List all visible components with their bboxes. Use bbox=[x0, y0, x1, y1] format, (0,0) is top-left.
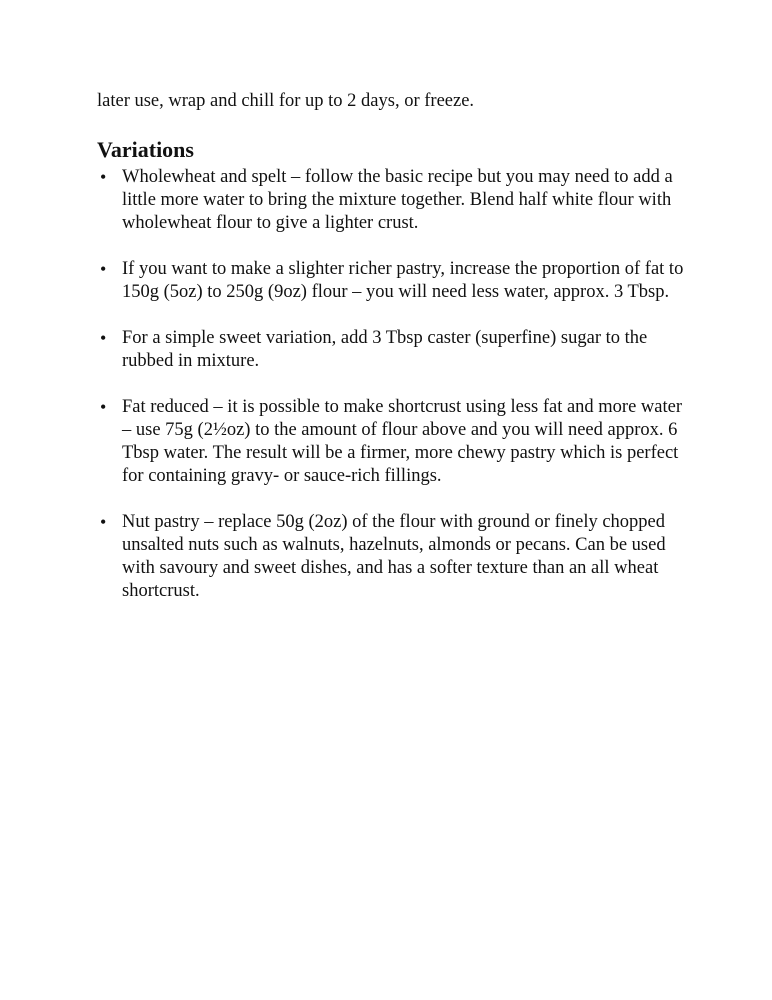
list-item-text: For a simple sweet variation, add 3 Tbsp caster (superfine) sugar to the rubbed in mixture. bbox=[122, 328, 648, 371]
list-item bbox=[97, 258, 687, 304]
list-item-text: If you want to make a slighter richer pastry, increase the proportion of fat to 150g (5oz) to 250g (9oz) flour – you will need less water, approx. 3 Tbsp. bbox=[122, 259, 684, 302]
intro-paragraph: later use, wrap and chill for up to 2 days, or freeze. bbox=[97, 91, 475, 111]
list-item bbox=[97, 396, 687, 488]
list-item bbox=[97, 327, 687, 373]
variations-list bbox=[97, 166, 687, 626]
bullet-icon: • bbox=[100, 512, 107, 532]
section-heading: Variations bbox=[97, 137, 194, 162]
list-item-text: Fat reduced – it is possible to make shortcrust using less fat and more water – use 75g (2½oz) to the amount of flour above and you will need approx. 6 Tbsp water. The result will be a firmer, more chewy pastry which is perfect for containing gravy- or sauce-rich fillings. bbox=[122, 397, 683, 486]
bullet-icon: • bbox=[100, 259, 107, 279]
list-item bbox=[97, 511, 687, 603]
list-item bbox=[97, 166, 687, 235]
list-item-text: Wholewheat and spelt – follow the basic recipe but you may need to add a little more water to bring the mixture together. Blend half white flour with wholewheat flour to give a lighter crust. bbox=[122, 167, 673, 233]
list-item-text: Nut pastry – replace 50g (2oz) of the flour with ground or finely chopped unsalted nuts such as walnuts, hazelnuts, almonds or pecans. Can be used with savoury and sweet dishes, and has a softer texture than an all wheat shortcrust. bbox=[122, 512, 666, 601]
bullet-icon: • bbox=[100, 167, 107, 187]
bullet-icon: • bbox=[100, 397, 107, 417]
bullet-icon: • bbox=[100, 328, 107, 348]
